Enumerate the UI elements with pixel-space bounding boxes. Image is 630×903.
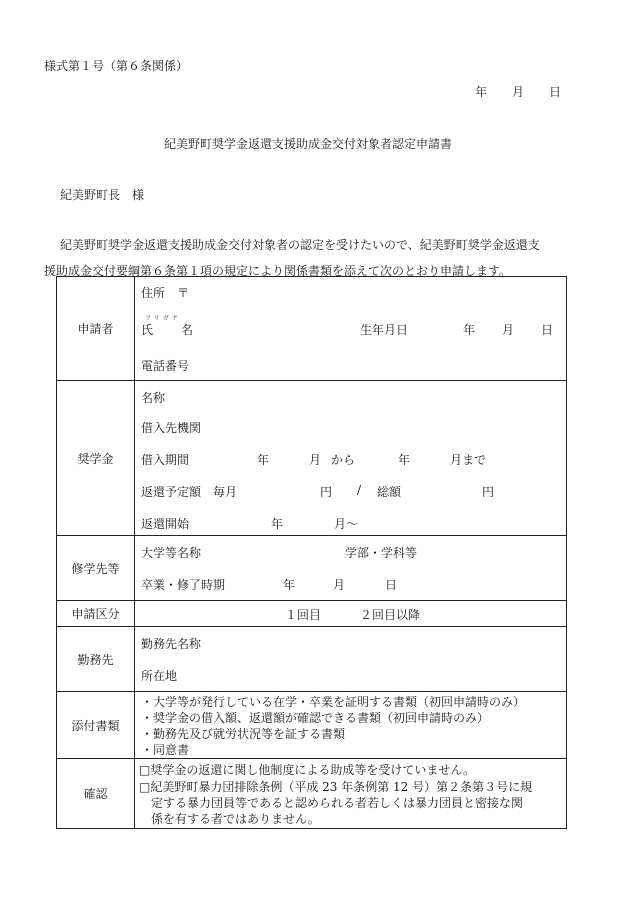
- employer-row: [57, 627, 567, 692]
- name-label-a: 氏: [141, 323, 154, 337]
- graduation-label: 卒業・修了時期: [141, 578, 226, 592]
- applicant-fields: [135, 277, 567, 381]
- category-row: [57, 601, 567, 627]
- repay-monthly-label: 返還予定額 毎月: [141, 485, 238, 499]
- category-label: 申請区分: [57, 601, 135, 627]
- confirmation-row: [57, 759, 567, 829]
- period-label: 借入期間: [141, 453, 190, 467]
- repay-slash: /: [357, 483, 362, 497]
- period-month-1[interactable]: 月: [309, 453, 322, 467]
- school-fields: [135, 536, 567, 601]
- attachment-item: ・奨学金の借入額、返還額が確認できる書類（初回申請時のみ）: [141, 711, 490, 725]
- intro-line-1: 紀美野町奨学金返還支援助成金交付対象者の認定を受けたいので、紀美野町奨学金返還支: [60, 238, 540, 252]
- phone-field[interactable]: 電話番号: [141, 359, 190, 373]
- date-month: 月: [512, 85, 525, 99]
- period-from: から: [331, 453, 356, 467]
- confirmation-checkbox-2[interactable]: □紀美野町暴力団排除条例（平成 23 年条例第 12 号）第２条第３号に規: [139, 780, 533, 794]
- category-first[interactable]: １回目: [285, 608, 322, 622]
- scholarship-row: [57, 381, 567, 536]
- scholarship-name-field[interactable]: 名称: [141, 391, 166, 405]
- name-ruby: フリガナ: [145, 315, 181, 322]
- repay-start-month[interactable]: 月～: [334, 517, 359, 531]
- name-label-b[interactable]: 名: [181, 323, 194, 337]
- document-title: 紀美野町奨学金返還支援助成金交付対象者認定申請書: [164, 137, 453, 151]
- scholarship-fields: [135, 381, 567, 536]
- repay-yen-1[interactable]: 円: [320, 485, 333, 499]
- confirmation-fields: [135, 759, 567, 829]
- addressee: 紀美野町長 様: [60, 188, 145, 202]
- confirmation-text-2b: 定する暴力団員等であると認められる者若しくは暴力団員と密接な関: [151, 796, 524, 810]
- birth-year[interactable]: 年: [463, 323, 476, 337]
- confirmation-label: 確認: [57, 759, 135, 829]
- date-year: 年: [475, 85, 488, 99]
- category-second[interactable]: ２回目以降: [360, 608, 421, 622]
- date-day: 日: [549, 85, 562, 99]
- repay-start-label: 返還開始: [141, 517, 190, 531]
- attachments-label: 添付書類: [57, 692, 135, 759]
- attachment-item: ・大学等が発行している在学・卒業を証明する書類（初回申請時のみ）: [141, 695, 526, 709]
- address-field[interactable]: 住所 〒: [141, 286, 190, 300]
- repay-start-year[interactable]: 年: [271, 517, 284, 531]
- category-fields: [135, 601, 567, 627]
- employer-label: 勤務先: [57, 627, 135, 692]
- school-label: 修学先等: [57, 536, 135, 601]
- period-until[interactable]: 月まで: [450, 453, 487, 467]
- birth-date-label: 生年月日: [360, 323, 409, 337]
- birth-day[interactable]: 日: [541, 323, 554, 337]
- applicant-row: [57, 277, 567, 381]
- period-year-1[interactable]: 年: [257, 453, 270, 467]
- faculty-field[interactable]: 学部・学科等: [345, 546, 418, 560]
- attachment-item: ・勤務先及び就労状況等を証する書類: [141, 727, 346, 741]
- repay-total-label: 総額: [377, 485, 402, 499]
- graduation-day[interactable]: 日: [385, 578, 398, 592]
- application-form-table: [56, 276, 567, 829]
- form-number: 様式第１号（第６条関係）: [44, 59, 189, 73]
- attachments-fields: [135, 692, 567, 759]
- birth-month[interactable]: 月: [502, 323, 515, 337]
- intro-line-2: 援助成金交付要綱第６条第１項の規定により関係書類を添えて次のとおり申請します。: [44, 264, 512, 278]
- repay-yen-2[interactable]: 円: [482, 485, 495, 499]
- graduation-month[interactable]: 月: [333, 578, 346, 592]
- confirmation-checkbox-1[interactable]: □奨学金の返還に関し他制度による助成等を受けていません。: [139, 763, 476, 777]
- employer-fields: [135, 627, 567, 692]
- confirmation-text-2c: 係を有する者ではありません。: [151, 812, 320, 826]
- school-row: [57, 536, 567, 601]
- graduation-year[interactable]: 年: [283, 578, 296, 592]
- employer-name-field[interactable]: 勤務先名称: [141, 637, 202, 651]
- employer-location-field[interactable]: 所在地: [141, 669, 178, 683]
- attachment-item: ・同意書: [141, 743, 190, 757]
- univ-name-field[interactable]: 大学等名称: [141, 546, 202, 560]
- period-year-2[interactable]: 年: [398, 453, 411, 467]
- lender-field[interactable]: 借入先機関: [141, 421, 202, 435]
- applicant-label: 申請者: [57, 277, 135, 381]
- attachments-row: [57, 692, 567, 759]
- scholarship-label: 奨学金: [57, 381, 135, 536]
